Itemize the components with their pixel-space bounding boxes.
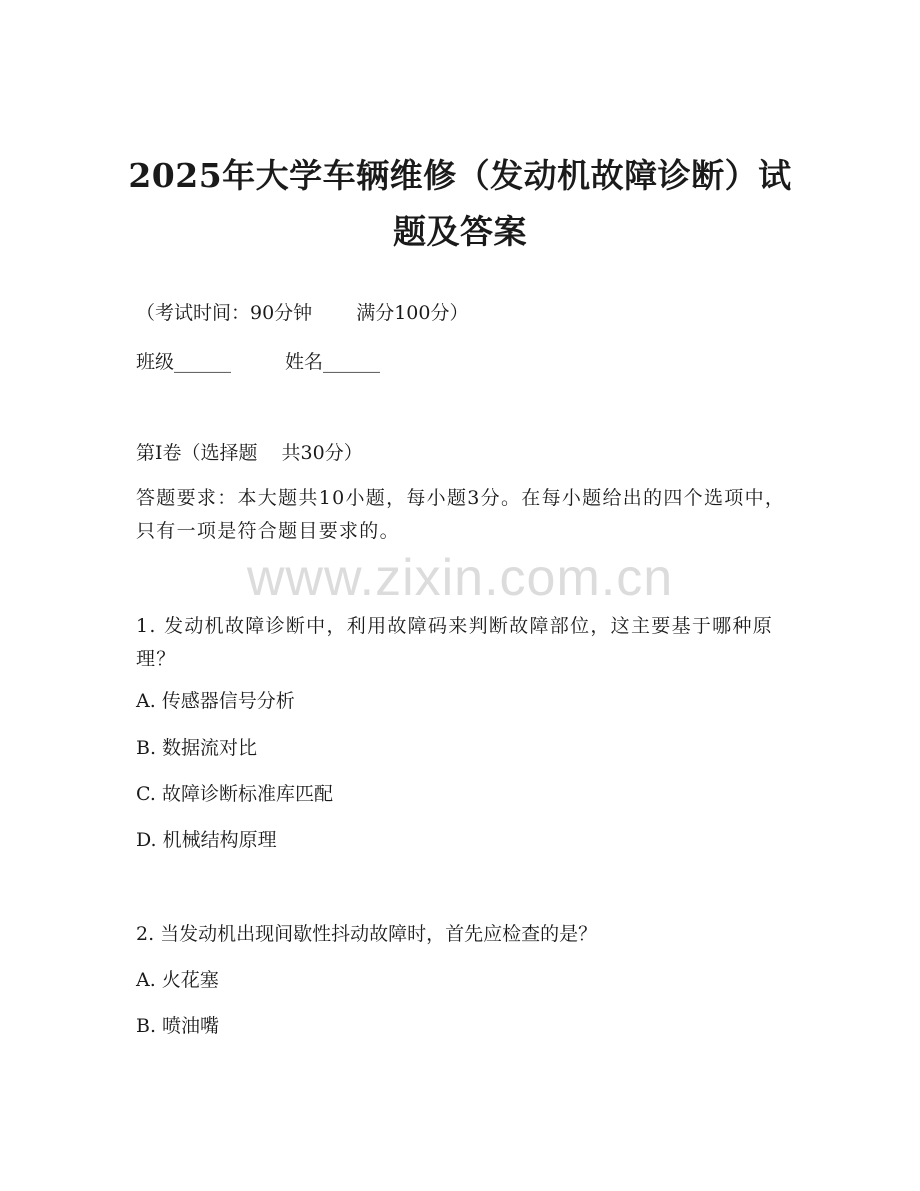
question-stem: 2. 当发动机出现间歇性抖动故障时，首先应检查的是？ bbox=[136, 923, 598, 945]
student-info-line bbox=[136, 346, 796, 378]
question-option: B. 喷油嘴 bbox=[136, 1015, 220, 1037]
section-score: 共30分） bbox=[281, 442, 363, 464]
question-option: B. 数据流对比 bbox=[136, 737, 258, 759]
question-stem: 1. 发动机故障诊断中，利用故障码来判断故障部位，这主要基于哪种原理？ bbox=[136, 615, 774, 670]
full-score: 满分100分） bbox=[356, 302, 469, 324]
exam-time: （考试时间：90分钟 bbox=[136, 302, 313, 324]
document-title: 2025年大学车辆维修（发动机故障诊断）试题及答案 bbox=[128, 156, 792, 251]
exam-info-line bbox=[136, 297, 796, 329]
section-title: 第I卷（选择题 bbox=[136, 442, 258, 464]
instructions-text: 答题要求：本大题共10小题，每小题3分。在每小题给出的四个选项中，只有一项是符合题目要求的。 bbox=[136, 487, 786, 542]
class-field: 班级______ bbox=[136, 351, 232, 373]
question-option: A. 火花塞 bbox=[136, 969, 219, 991]
question-option: D. 机械结构原理 bbox=[136, 829, 277, 851]
question-option: A. 传感器信号分析 bbox=[136, 690, 295, 712]
question-option: C. 故障诊断标准库匹配 bbox=[136, 783, 333, 805]
name-field: 姓名______ bbox=[285, 351, 381, 373]
watermark-text: www.zixin.com.cn bbox=[246, 549, 674, 607]
section-heading bbox=[136, 437, 796, 469]
